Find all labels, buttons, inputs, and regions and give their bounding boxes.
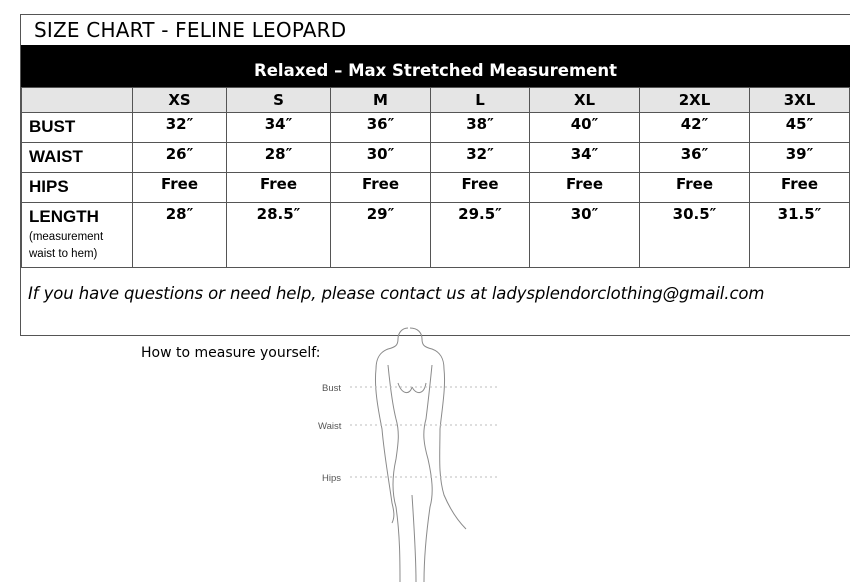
body-measure-figure	[300, 325, 520, 582]
table-cell: 34″	[530, 143, 640, 173]
length-row	[22, 203, 850, 268]
size-table	[21, 87, 850, 268]
table-cell: 38″	[431, 113, 530, 143]
table-cell: 32″	[133, 113, 227, 143]
size-header-row	[22, 88, 850, 113]
bust-label: Bust	[322, 383, 342, 394]
table-cell: 29.5″	[431, 203, 530, 268]
row-label: BUST	[22, 113, 133, 143]
table-cell: 28.5″	[227, 203, 331, 268]
table-cell: 45″	[750, 113, 850, 143]
table-cell: 29″	[331, 203, 431, 268]
size-header: S	[227, 88, 331, 113]
table-cell: Free	[331, 173, 431, 203]
bust-row	[22, 113, 850, 143]
table-cell: 40″	[530, 113, 640, 143]
table-cell: Free	[431, 173, 530, 203]
table-cell: 30.5″	[640, 203, 750, 268]
table-cell: 32″	[431, 143, 530, 173]
hips-label: Hips	[322, 473, 342, 484]
hips-row	[22, 173, 850, 203]
size-header: L	[431, 88, 530, 113]
table-cell: 42″	[640, 113, 750, 143]
table-cell: 39″	[750, 143, 850, 173]
measurement-band: Relaxed – Max Stretched Measurement	[21, 45, 850, 87]
table-cell: 31.5″	[750, 203, 850, 268]
waist-label: Waist	[318, 421, 342, 432]
how-to-measure-heading: How to measure yourself:	[141, 345, 321, 361]
row-label: HIPS	[22, 173, 133, 203]
table-cell: 28″	[133, 203, 227, 268]
length-note: (measurement waist to hem)	[29, 231, 104, 260]
length-label: LENGTH	[29, 207, 99, 226]
size-header: XS	[133, 88, 227, 113]
table-cell: 28″	[227, 143, 331, 173]
table-cell: 36″	[640, 143, 750, 173]
table-cell: 36″	[331, 113, 431, 143]
size-header: 3XL	[750, 88, 850, 113]
table-cell: 30″	[530, 203, 640, 268]
row-label: WAIST	[22, 143, 133, 173]
header-corner	[22, 88, 133, 113]
size-header: M	[331, 88, 431, 113]
table-cell: Free	[530, 173, 640, 203]
size-header: XL	[530, 88, 640, 113]
table-cell: 26″	[133, 143, 227, 173]
table-cell: 34″	[227, 113, 331, 143]
table-cell: 30″	[331, 143, 431, 173]
contact-note: If you have questions or need help, please contact us at ladysplendorclothing@gmail.com	[28, 284, 765, 303]
table-cell: Free	[640, 173, 750, 203]
chart-title: SIZE CHART - FELINE LEOPARD	[34, 18, 347, 42]
row-label	[22, 203, 133, 268]
table-cell: Free	[750, 173, 850, 203]
table-cell: Free	[133, 173, 227, 203]
waist-row	[22, 143, 850, 173]
size-chart	[20, 14, 850, 336]
table-cell: Free	[227, 173, 331, 203]
size-header: 2XL	[640, 88, 750, 113]
